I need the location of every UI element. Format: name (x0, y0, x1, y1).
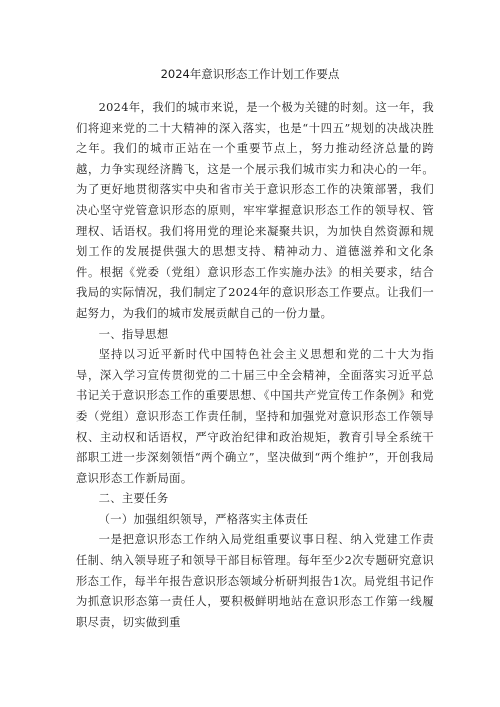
document-body (76, 98, 434, 633)
organization-leadership-paragraph: 一是把意识形态工作纳入局党组重要议事日程、纳入党建工作责任制、纳入领导班子和领导干部目标管理。每年至少2次专题研究意识形态工作，每半年报告意识形态领域分析研判报告1次。局党组书记作为抓意识形态第一责任人，要积极鲜明地站在意识形态工作第一线履职尽责，切实做到重 (76, 533, 434, 629)
guiding-ideology-paragraph: 坚持以习近平新时代中国特色社会主义思想和党的二十大为指导，深入学习宣传贯彻党的二十届三中全会精神，全面落实习近平总书记关于意识形态工作的重要思想、《中国共产党宣传工作条例》和党委（党组）意识形态工作责任制，坚持和加强党对意识形态工作领导权、主动权和话语权，严守政治纪律和政治规矩，教育引导全系统干部职工进一步深刻领悟“两个确立”，坚决做到“两个维护”，开创我局意识形态工作新局面。 (76, 348, 434, 485)
intro-paragraph: 2024年，我们的城市来说，是一个极为关键的时刻。这一年，我们将迎来党的二十大精神的深入落实，也是“十四五”规划的决战决胜之年。我们的城市正站在一个重要节点上，努力推动经济总量的跨越，力争实现经济腾飞，这是一个展示我们城市实力和决心的一年。为了更好地贯彻落实中央和省市关于意识形态工作的决策部署，我们决心坚守党管意识形态的原则，牢牢掌握意识形态工作的领导权、管理权、话语权。我们将用党的理论来凝聚共识，为加快自然资源和规划工作的发展提供强大的思想支持、精神动力、道德滋养和文化条件。根据《党委（党组）意识形态工作实施办法》的相关要求，结合我局的实际情况，我们制定了2024年的意识形态工作要点。让我们一起努力，为我们的城市发展贡献自己的一份力量。 (76, 101, 434, 320)
section-heading-guiding-ideology: 一、指导思想 (98, 327, 169, 341)
subsection-heading-organization-leadership: （一）加强组织领导，严格落实主体责任 (98, 512, 309, 526)
section-heading-main-tasks: 二、主要任务 (98, 492, 169, 506)
document-title: 2024年意识形态工作计划工作要点 (160, 67, 340, 81)
